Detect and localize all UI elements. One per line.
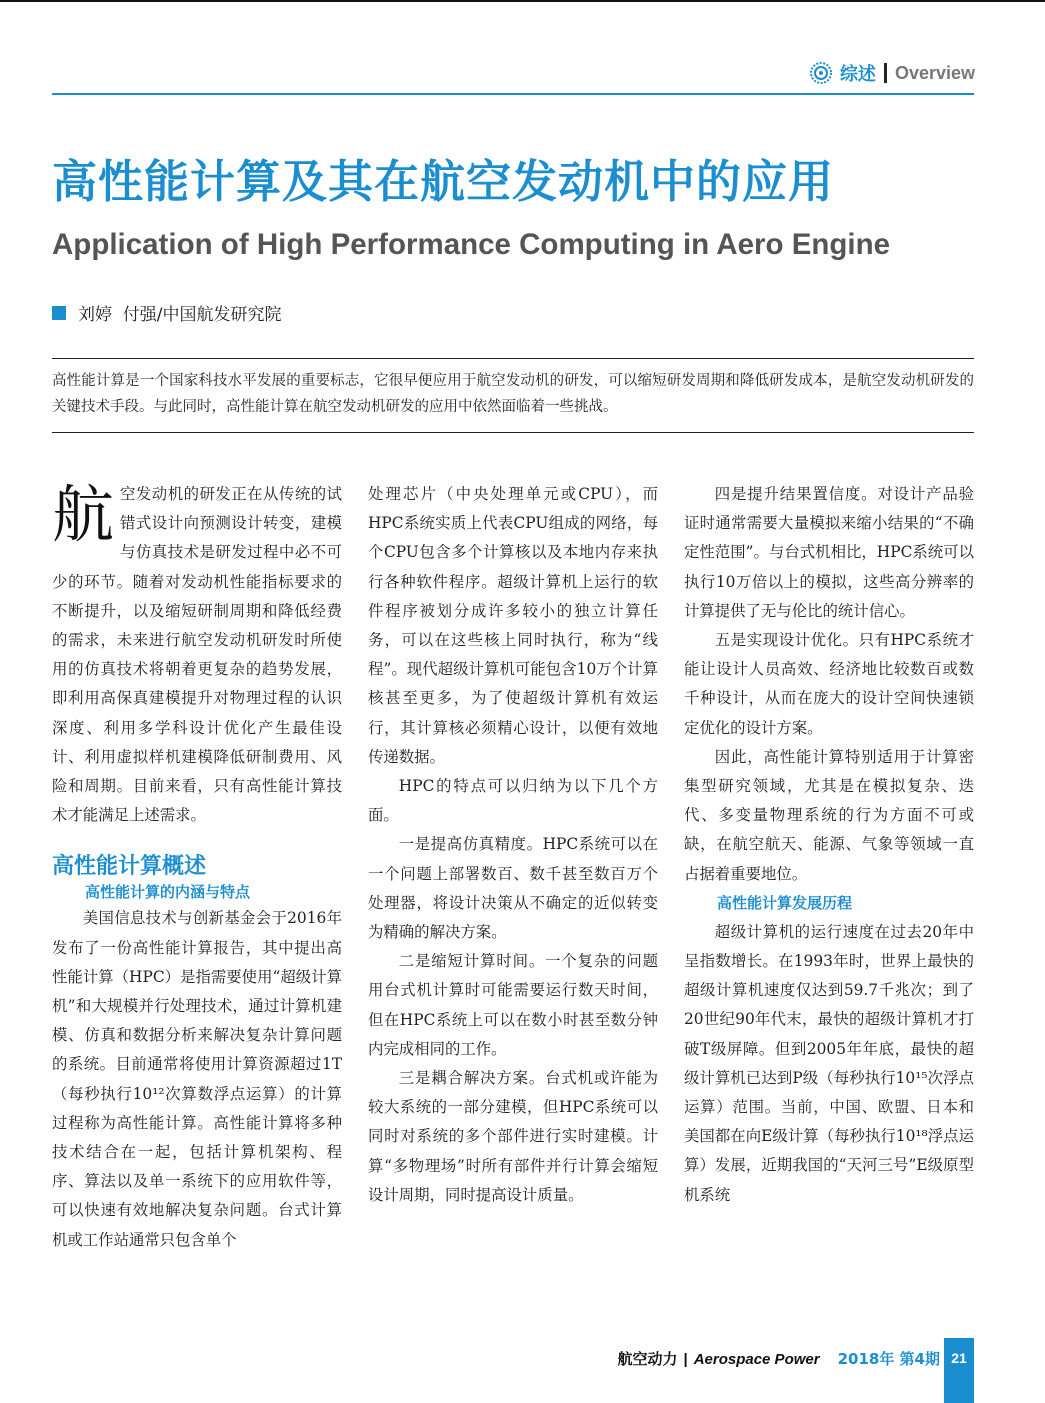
page-number: 21 — [951, 1350, 967, 1366]
issue-label: 2018年 第4期 — [837, 1350, 940, 1368]
paragraph: HPC的特点可以归纳为以下几个方面。 — [368, 777, 658, 825]
paragraph: 超级计算机的运行速度在过去20年中呈指数增长。在1993年时，世界上最快的超级计算机速度仅达到59.7千兆次；到了20世纪90年代末，最快的超级计算机才打破T级屏障。但到2005年年底，最快的超级计算机已达到P级（每秒执行10¹⁵次浮点运算）范围。当前，中国、欧盟、日本和美国都在向E级计算（每秒执行10¹⁸浮点运算）发展，近期我国的“天河三号”E级原型机系统 — [684, 922, 974, 1204]
header-rule — [52, 93, 974, 95]
abstract-top-rule — [52, 358, 974, 359]
dropcap: 航 — [52, 478, 115, 551]
paragraph: 四是提升结果置信度。对设计产品验证时通常需要大量模拟来缩小结果的“不确定性范围”。与台式机相比，HPC系统可以执行10万倍以上的模拟，这些高分辨率的计算提供了无与伦比的统计信心。 — [684, 485, 974, 620]
paragraph: 处理芯片（中央处理单元或CPU），而HPC系统实质上代表CPU组成的网络，每个CPU包含多个计算核以及本地内存来执行各种软件程序。超级计算机上运行的软件程序被划分成许多较小的独立计算任务，可以在这些核上同时执行，称为“线程”。现代超级计算机可能包含10万个计算核甚至更多，为了使超级计算机有效运行，其计算核必须精心设计，以便有效地传递数据。 — [368, 485, 658, 766]
footer — [617, 1348, 940, 1369]
article-title-en: Application of High Performance Computing in Aero Engine — [52, 228, 891, 261]
footer-divider: | — [683, 1351, 688, 1368]
paragraph: 一是提高仿真精度。HPC系统可以在一个问题上部署数百、数千甚至数百万个处理器，将设计决策从不确定的近似转变为精确的解决方案。 — [368, 835, 658, 942]
abstract-bottom-rule — [52, 432, 974, 433]
column-1 — [52, 480, 342, 1255]
page-number-box — [944, 1338, 974, 1403]
paragraph: 因此，高性能计算特别适用于计算密集型研究领域，尤其是在模拟复杂、迭代、多变量物理系统的行为方面不可或缺，在航空航天、能源、气象等领域一直占据着重要地位。 — [684, 747, 974, 883]
abstract: 高性能计算是一个国家科技水平发展的重要标志，它很早便应用于航空发动机的研发，可以缩短研发周期和降低研发成本，是航空发动机研发的关键技术手段。与此同时，高性能计算在航空发动机研发的应用中依然面临着一些挑战。 — [52, 373, 974, 415]
journal-name-en: Aerospace Power — [693, 1351, 820, 1368]
subsection-heading: 高性能计算发展历程 — [717, 893, 853, 912]
subsection-heading: 高性能计算的内涵与特点 — [85, 883, 251, 902]
article-title-cn: 高性能计算及其在航空发动机中的应用 — [52, 155, 835, 208]
section-header — [810, 60, 975, 86]
intro-text: 空发动机的研发正在从传统的试错式设计向预测设计转变，建模与仿真技术是研发过程中必不可少的环节。随着对发动机性能指标要求的不断提升，以及缩短研制周期和降低经费的需求，未来进行航空发动机研发时所使用的仿真技术将朝着更复杂的趋势发展，即利用高保真建模提升对物理过程的认识深度、利用多学科设计优化产生最佳设计、利用虚拟样机建模降低研制费用、风险和周期。目前来看，只有高性能计算技术才能满足上述需求。 — [52, 485, 342, 825]
paragraph: 五是实现设计优化。只有HPC系统才能让设计人员高效、经济地比较数百或数千种设计，从而在庞大的设计空间快速锁定优化的设计方案。 — [684, 631, 974, 737]
top-rule — [0, 0, 1045, 2]
section-logo-icon — [810, 62, 832, 84]
column-2 — [368, 480, 658, 1210]
byline — [52, 300, 282, 325]
category-label-en: Overview — [894, 62, 975, 83]
category-label: 综述 — [839, 64, 876, 85]
paragraph: 美国信息技术与创新基金会于2016年发布了一份高性能计算报告，其中提出高性能计算（HPC）是指需要使用“超级计算机”和大规模并行处理技术，通过计算机建模、仿真和数据分析来解决复杂计算问题的系统。目前通常将使用计算资源超过1T（每秒执行10¹²次算数浮点运算）的计算过程称为高性能计算。高性能计算将多种技术结合在一起，包括计算机架构、程序、算法以及单一系统下的应用软件等，可以快速有效地解决复杂问题。台式计算机或工作站通常只包含单个 — [52, 909, 342, 1249]
intro-paragraph — [52, 480, 342, 830]
byline-square-icon — [52, 306, 66, 320]
column-3 — [684, 480, 974, 1210]
section-heading: 高性能计算概述 — [52, 854, 207, 880]
byline-authors: 刘婷 付强/中国航发研究院 — [78, 305, 282, 325]
paragraph: 二是缩短计算时间。一个复杂的问题用台式机计算时可能需要运行数天时间，但在HPC系统上可以在数小时甚至数分钟内完成相同的工作。 — [368, 952, 658, 1058]
paragraph: 三是耦合解决方案。台式机或许能为较大系统的一部分建模，但HPC系统可以同时对系统的多个部件进行实时建模。计算“多物理场”时所有部件并行计算会缩短设计周期，同时提高设计质量。 — [368, 1069, 658, 1204]
journal-name-cn: 航空动力 — [617, 1350, 678, 1368]
header-divider — [884, 63, 887, 83]
